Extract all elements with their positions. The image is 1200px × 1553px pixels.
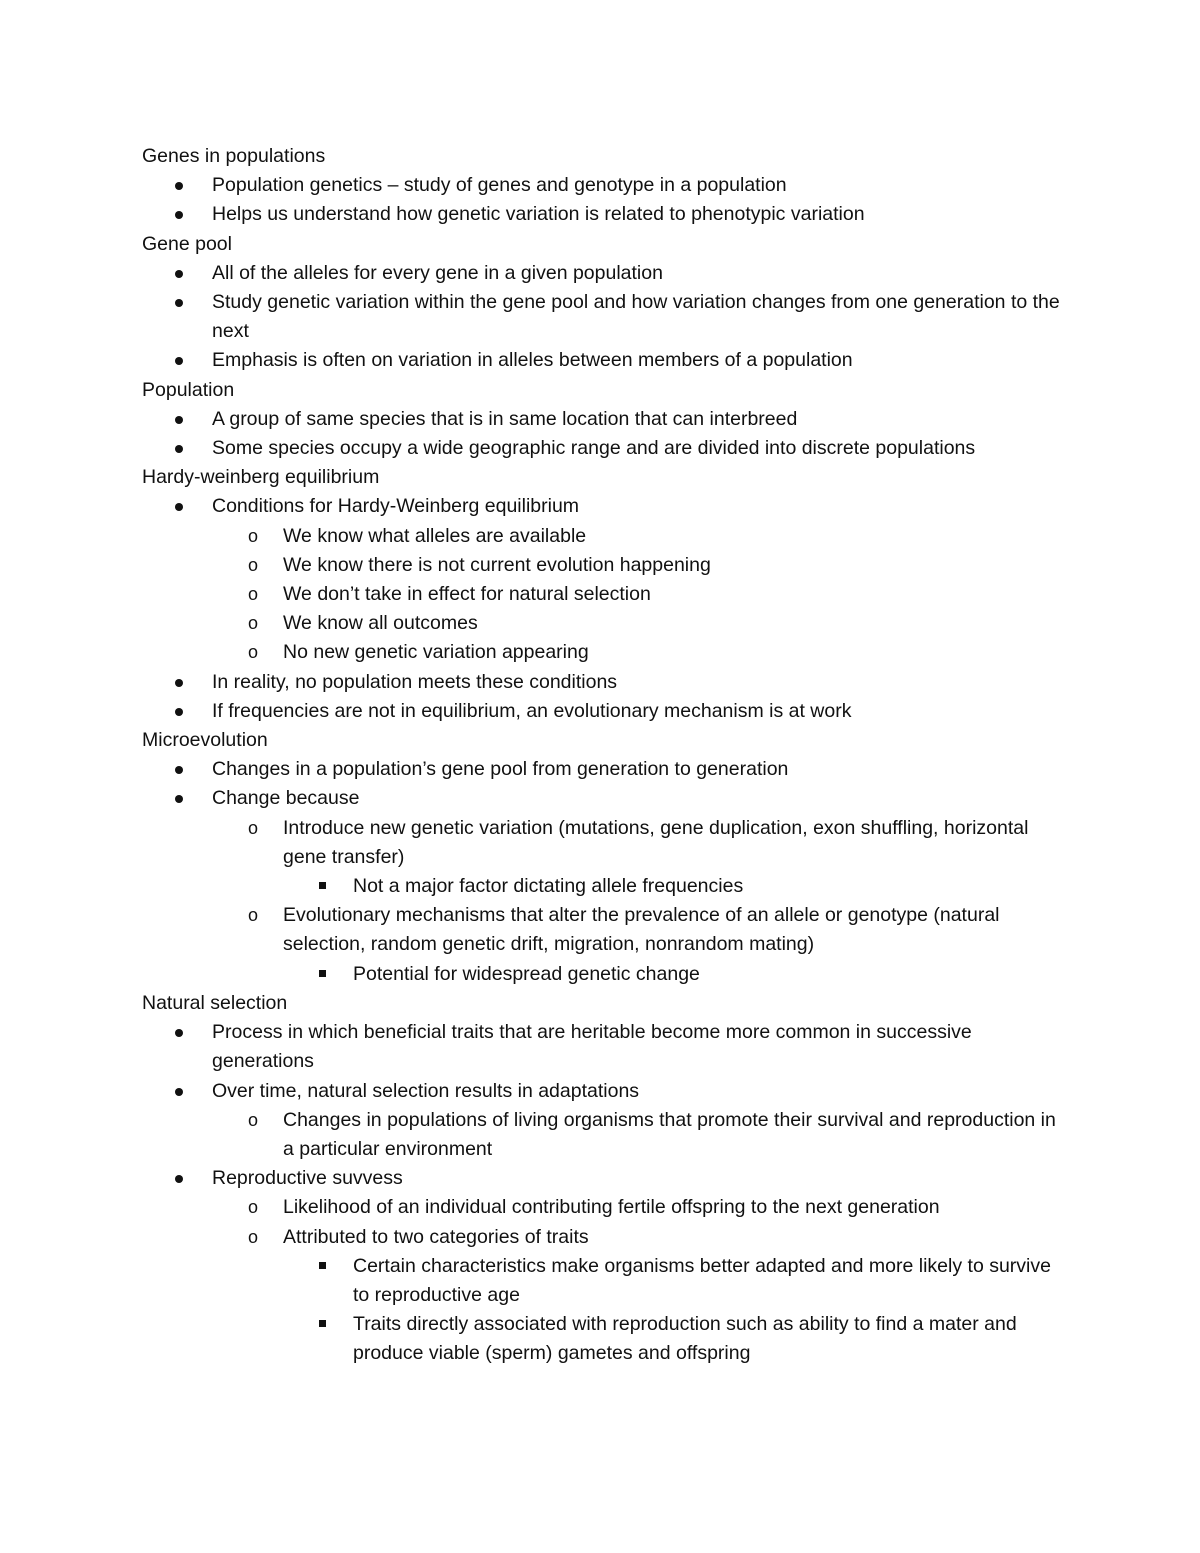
list-item-text: We know all outcomes bbox=[283, 612, 478, 635]
list-item bbox=[142, 609, 1062, 638]
bullet-circle-icon: o bbox=[248, 1197, 259, 1218]
section-heading: Natural selection bbox=[142, 991, 288, 1014]
list-item-text: Study genetic variation within the gene pool and how variation changes from one generation to the next bbox=[212, 291, 1060, 343]
list-item-text: We know what alleles are available bbox=[283, 524, 587, 547]
bullet-circle-icon: o bbox=[248, 584, 259, 605]
bullet-dot-icon bbox=[175, 795, 183, 803]
list-item bbox=[142, 259, 1062, 288]
bullet-dot-icon bbox=[175, 270, 183, 278]
list-item bbox=[142, 288, 1062, 346]
list-item bbox=[142, 171, 1062, 200]
bullet-dot-icon bbox=[175, 416, 183, 424]
list-item bbox=[142, 551, 1062, 580]
list-item-text: In reality, no population meets these conditions bbox=[212, 670, 618, 693]
bullet-square-icon bbox=[319, 970, 326, 977]
list-item bbox=[142, 960, 1062, 989]
bullet-dot-icon bbox=[175, 766, 183, 774]
list-item-text: If frequencies are not in equilibrium, an evolutionary mechanism is at work bbox=[212, 699, 852, 722]
list-item-text: Changes in a population’s gene pool from generation to generation bbox=[212, 758, 789, 781]
list-item bbox=[142, 346, 1062, 375]
list-item bbox=[142, 784, 1062, 813]
list-item-text: Some species occupy a wide geographic range and are divided into discrete populations bbox=[212, 437, 976, 460]
list-item-text: Traits directly associated with reproduction such as ability to find a mater and produce viable (sperm) gametes and offspring bbox=[353, 1313, 1017, 1365]
list-item-text: Not a major factor dictating allele frequencies bbox=[353, 875, 744, 898]
bullet-list bbox=[142, 1018, 1062, 1368]
list-item bbox=[142, 638, 1062, 667]
bullet-circle-icon: o bbox=[248, 554, 259, 575]
list-item-text: Likelihood of an individual contributing fertile offspring to the next generation bbox=[283, 1196, 940, 1219]
list-item bbox=[142, 405, 1062, 434]
bullet-circle-icon: o bbox=[248, 1226, 259, 1247]
bullet-circle-icon: o bbox=[248, 1109, 259, 1130]
list-item bbox=[142, 668, 1062, 697]
list-item bbox=[142, 872, 1062, 901]
list-item-text: Change because bbox=[212, 787, 360, 810]
section-heading: Gene pool bbox=[142, 232, 232, 255]
bullet-dot-icon bbox=[175, 1175, 183, 1183]
list-item-text: Certain characteristics make organisms better adapted and more likely to survive to reproductive age bbox=[353, 1254, 1051, 1306]
list-item bbox=[142, 697, 1062, 726]
list-item-text: We know there is not current evolution happening bbox=[283, 553, 711, 576]
section-heading: Microevolution bbox=[142, 729, 268, 752]
bullet-dot-icon bbox=[175, 445, 183, 453]
bullet-circle-icon: o bbox=[248, 642, 259, 663]
list-item-text: Population genetics – study of genes and genotype in a population bbox=[212, 174, 787, 197]
list-item bbox=[142, 1310, 1062, 1368]
list-item-text: Evolutionary mechanisms that alter the prevalence of an allele or genotype (natural selection, random genetic drift, migration, nonrandom mating) bbox=[283, 904, 1000, 956]
list-item-text: Changes in populations of living organisms that promote their survival and reproduction in a particular environment bbox=[283, 1108, 1056, 1160]
list-item-text: No new genetic variation appearing bbox=[283, 641, 589, 664]
section-heading: Hardy-weinberg equilibrium bbox=[142, 466, 380, 489]
bullet-list bbox=[142, 171, 1062, 229]
bullet-dot-icon bbox=[175, 211, 183, 219]
bullet-dot-icon bbox=[175, 679, 183, 687]
list-item-text: Helps us understand how genetic variation is related to phenotypic variation bbox=[212, 203, 865, 226]
bullet-dot-icon bbox=[175, 182, 183, 190]
list-item bbox=[142, 522, 1062, 551]
list-item bbox=[142, 1164, 1062, 1193]
bullet-list bbox=[142, 259, 1062, 376]
bullet-dot-icon bbox=[175, 708, 183, 716]
list-item-text: Conditions for Hardy-Weinberg equilibrium bbox=[212, 495, 580, 518]
notes-content bbox=[142, 142, 1062, 1369]
bullet-dot-icon bbox=[175, 299, 183, 307]
bullet-dot-icon bbox=[175, 357, 183, 365]
list-item bbox=[142, 1077, 1062, 1106]
list-item bbox=[142, 1193, 1062, 1222]
bullet-dot-icon bbox=[175, 1029, 183, 1037]
bullet-square-icon bbox=[319, 1320, 326, 1327]
list-item bbox=[142, 814, 1062, 872]
bullet-list bbox=[142, 492, 1062, 726]
list-item-text: We don’t take in effect for natural selection bbox=[283, 583, 651, 606]
section-heading: Genes in populations bbox=[142, 145, 326, 167]
bullet-dot-icon bbox=[175, 1088, 183, 1096]
list-item bbox=[142, 434, 1062, 463]
bullet-list bbox=[142, 405, 1062, 463]
list-item bbox=[142, 492, 1062, 521]
bullet-dot-icon bbox=[175, 503, 183, 511]
list-item-text: Attributed to two categories of traits bbox=[283, 1225, 589, 1248]
list-item bbox=[142, 901, 1062, 959]
bullet-circle-icon: o bbox=[248, 905, 259, 926]
list-item bbox=[142, 755, 1062, 784]
list-item-text: Introduce new genetic variation (mutations, gene duplication, exon shuffling, horizontal gene transfer) bbox=[283, 816, 1029, 868]
section-heading: Population bbox=[142, 378, 235, 401]
list-item-text: Process in which beneficial traits that are heritable become more common in successive generations bbox=[212, 1021, 972, 1073]
bullet-circle-icon: o bbox=[248, 817, 259, 838]
bullet-square-icon bbox=[319, 1262, 326, 1269]
list-item bbox=[142, 1106, 1062, 1164]
list-item bbox=[142, 580, 1062, 609]
bullet-square-icon bbox=[319, 882, 326, 889]
list-item-text: All of the alleles for every gene in a given population bbox=[212, 261, 663, 284]
bullet-circle-icon: o bbox=[248, 613, 259, 634]
list-item-text: Reproductive suvvess bbox=[212, 1167, 403, 1190]
list-item-text: A group of same species that is in same location that can interbreed bbox=[212, 407, 798, 430]
bullet-list bbox=[142, 755, 1062, 989]
list-item bbox=[142, 1223, 1062, 1252]
list-item bbox=[142, 1018, 1062, 1076]
list-item-text: Potential for widespread genetic change bbox=[353, 962, 700, 985]
bullet-circle-icon: o bbox=[248, 525, 259, 546]
list-item-text: Over time, natural selection results in adaptations bbox=[212, 1079, 640, 1102]
list-item-text: Emphasis is often on variation in alleles between members of a population bbox=[212, 349, 853, 372]
list-item bbox=[142, 200, 1062, 229]
list-item bbox=[142, 1252, 1062, 1310]
